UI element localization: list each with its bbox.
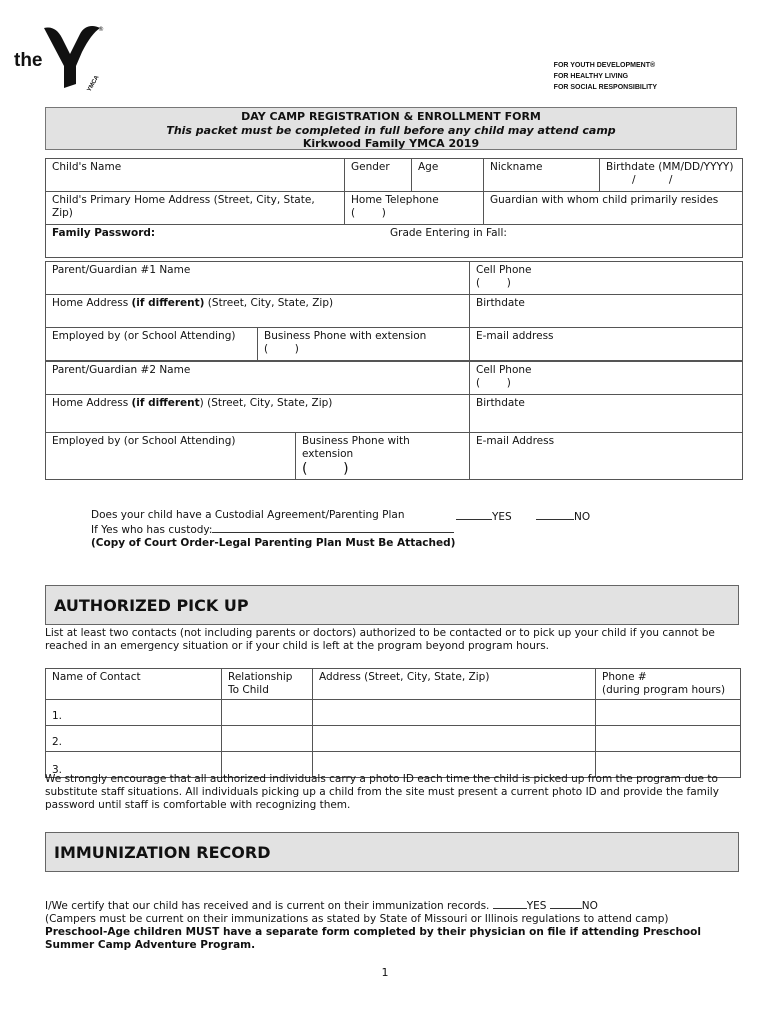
parent1-business-field[interactable] [258, 328, 470, 361]
age-label: Age [418, 161, 439, 173]
immunization-yes-label: YES [526, 900, 547, 912]
parent1-cell-label: Cell Phone [476, 264, 532, 276]
pickup-row-2-address[interactable] [313, 726, 596, 752]
form-org: Kirkwood Family YMCA 2019 [302, 137, 480, 150]
pickup-col-rel-label: Relationship [228, 671, 293, 683]
parent1-birthdate-label: Birthdate [476, 297, 525, 309]
parent1-address-pre: Home Address [52, 297, 132, 309]
child-address-field[interactable] [46, 192, 345, 225]
family-password-field[interactable] [46, 225, 743, 258]
parent2-birthdate-field[interactable] [470, 395, 743, 433]
parent1-address-bold: (if different) [131, 297, 205, 309]
pickup-row-number: 2. [52, 736, 63, 748]
ymca-y-icon [42, 22, 104, 94]
pickup-row-number: 3. [52, 764, 63, 776]
ymca-logo [12, 22, 102, 94]
parent2-address-bold: (if different [131, 397, 200, 409]
grade-label: Grade Entering in Fall: [390, 227, 507, 239]
pickup-col-address [313, 669, 596, 700]
parent2-email-field[interactable] [470, 433, 743, 480]
pickup-col-name-label: Name of Contact [52, 671, 141, 683]
parent2-name-label: Parent/Guardian #2 Name [52, 364, 191, 376]
pickup-col-relationship [222, 669, 313, 700]
parent1-employed-label: Employed by (or School Attending) [52, 330, 236, 342]
immunization-section [45, 898, 735, 952]
custody-question: Does your child have a Custodial Agreement/Parenting Plan [91, 509, 405, 521]
parent2-business-field[interactable] [296, 433, 470, 480]
immunization-yes-blank[interactable] [493, 898, 527, 909]
immunization-campers-note: (Campers must be current on their immunizations as stated by State of Missouri or Illinois regulations to attend camp) [45, 913, 669, 925]
parent1-email-label: E-mail address [476, 330, 554, 342]
nickname-label: Nickname [490, 161, 543, 173]
guardian-field[interactable] [484, 192, 743, 225]
immunization-certify: I/We certify that our child has received and is current on their immunization records. [45, 900, 490, 912]
home-telephone-label: Home Telephone [351, 194, 439, 206]
tagline [554, 60, 657, 93]
parent2-name-field[interactable] [46, 362, 470, 395]
page-number: 1 [381, 966, 389, 979]
parent1-address-field[interactable] [46, 295, 470, 328]
logo-ymca-text: YMCA [86, 74, 101, 93]
custody-yes-blank[interactable] [456, 509, 492, 520]
parent2-employed-label: Employed by (or School Attending) [52, 435, 236, 447]
pickup-row-1-address[interactable] [313, 700, 596, 726]
custody-who-blank[interactable] [212, 522, 454, 533]
custody-no-blank[interactable] [536, 509, 574, 520]
parent1-name-label: Parent/Guardian #1 Name [52, 264, 191, 276]
pickup-heading: AUTHORIZED PICK UP [45, 585, 739, 625]
parent2-employed-field[interactable] [46, 433, 296, 480]
parent1-address-post: (Street, City, State, Zip) [204, 297, 334, 309]
immunization-no-option[interactable] [550, 900, 598, 912]
pickup-row-1-phone[interactable] [596, 700, 741, 726]
pickup-note: We strongly encourage that all authorized individuals carry a photo ID each time the child is picked up from the program due to substitute staff situations. All individuals picking up a child from the site must present a current photo ID and provide the family password until staff is comfortable with recognizing them. [45, 773, 719, 811]
immunization-preschool-note: Preschool-Age children MUST have a separate form completed by their physician on file if attending Preschool Summer Camp Adventure Program. [45, 926, 701, 951]
pickup-row-2-name[interactable] [46, 726, 222, 752]
birthdate-field[interactable] [600, 159, 743, 192]
age-field[interactable] [412, 159, 484, 192]
parent2-business-parens: ( ) [302, 461, 349, 477]
pickup-row-1-name[interactable] [46, 700, 222, 726]
pickup-col-name [46, 669, 222, 700]
parent1-birthdate-field[interactable] [470, 295, 743, 328]
parent1-business-label: Business Phone with extension [264, 330, 427, 342]
parent2-table [45, 361, 743, 480]
logo-registered: ® [98, 26, 104, 33]
child-name-field[interactable] [46, 159, 345, 192]
gender-label: Gender [351, 161, 390, 173]
pickup-row-2-relationship[interactable] [222, 726, 313, 752]
custody-no-label: NO [574, 511, 591, 523]
form-title: DAY CAMP REGISTRATION & ENROLLMENT FORM [241, 110, 541, 123]
pickup-intro: List at least two contacts (not including parents or doctors) authorized to be contacted or to pick up your child if you cannot be reached in an emergency situation or if your child is left at the program beyond program hours. [45, 627, 715, 652]
parent2-address-post: ) (Street, City, State, Zip) [199, 397, 333, 409]
custody-no-option[interactable] [536, 509, 590, 524]
parent1-cell-parens: ( ) [476, 277, 511, 289]
custody-yes-option[interactable] [456, 509, 512, 524]
custody-yes-label: YES [492, 511, 512, 523]
immunization-no-blank[interactable] [550, 898, 582, 909]
guardian-label: Guardian with whom child primarily resides [490, 194, 719, 206]
pickup-col-phone-label: Phone # [602, 671, 647, 683]
parent2-cell-parens: ( ) [476, 377, 511, 389]
pickup-col-address-label: Address (Street, City, State, Zip) [319, 671, 490, 683]
parent2-business-label: Business Phone with extension [302, 435, 410, 460]
custody-note: (Copy of Court Order-Legal Parenting Plan Must Be Attached) [91, 537, 456, 549]
pickup-col-rel-label-2: To Child [228, 684, 269, 696]
pickup-row-1-relationship[interactable] [222, 700, 313, 726]
parent1-name-field[interactable] [46, 262, 470, 295]
home-telephone-parens: ( ) [351, 207, 386, 219]
pickup-row-number: 1. [52, 710, 63, 722]
pickup-col-phone [596, 669, 741, 700]
form-header [45, 107, 737, 150]
parent1-cell-field[interactable] [470, 262, 743, 295]
tagline-line: FOR SOCIAL RESPONSIBILITY [553, 84, 657, 91]
parent2-cell-field[interactable] [470, 362, 743, 395]
child-address-label: Child's Primary Home Address (Street, City, State, Zip) [52, 194, 315, 219]
birthdate-slashes: / / [632, 174, 673, 186]
custody-who-label: If Yes who has custody: [91, 524, 213, 536]
logo-the: the [14, 50, 43, 71]
parent1-email-field[interactable] [470, 328, 743, 361]
pickup-col-phone-label-2: (during program hours) [602, 684, 726, 696]
form-subtitle: This packet must be completed in full before any child may attend camp [166, 123, 616, 137]
immunization-no-label: NO [581, 900, 598, 912]
custody-section [91, 509, 711, 550]
nickname-field[interactable] [484, 159, 600, 192]
home-telephone-field[interactable] [345, 192, 484, 225]
immunization-heading: IMMUNIZATION RECORD [45, 832, 739, 872]
parent2-address-field[interactable] [46, 395, 470, 433]
pickup-row-2-phone[interactable] [596, 726, 741, 752]
parent2-address-pre: Home Address [52, 397, 132, 409]
tagline-line: FOR YOUTH DEVELOPMENT® [553, 62, 656, 69]
parent2-birthdate-label: Birthdate [476, 397, 525, 409]
gender-field[interactable] [345, 159, 412, 192]
pickup-table [45, 668, 741, 778]
parent1-employed-field[interactable] [46, 328, 258, 361]
child-info-table [45, 158, 743, 258]
tagline-line: FOR HEALTHY LIVING [553, 73, 629, 80]
parent1-business-parens: ( ) [264, 343, 299, 355]
child-name-label: Child's Name [52, 161, 122, 173]
family-password-label: Family Password: [52, 227, 156, 239]
immunization-yes-option[interactable] [493, 900, 547, 912]
parent1-table [45, 261, 743, 361]
birthdate-label: Birthdate (MM/DD/YYYY) [606, 161, 734, 173]
parent2-cell-label: Cell Phone [476, 364, 532, 376]
parent2-email-label: E-mail Address [476, 435, 555, 447]
